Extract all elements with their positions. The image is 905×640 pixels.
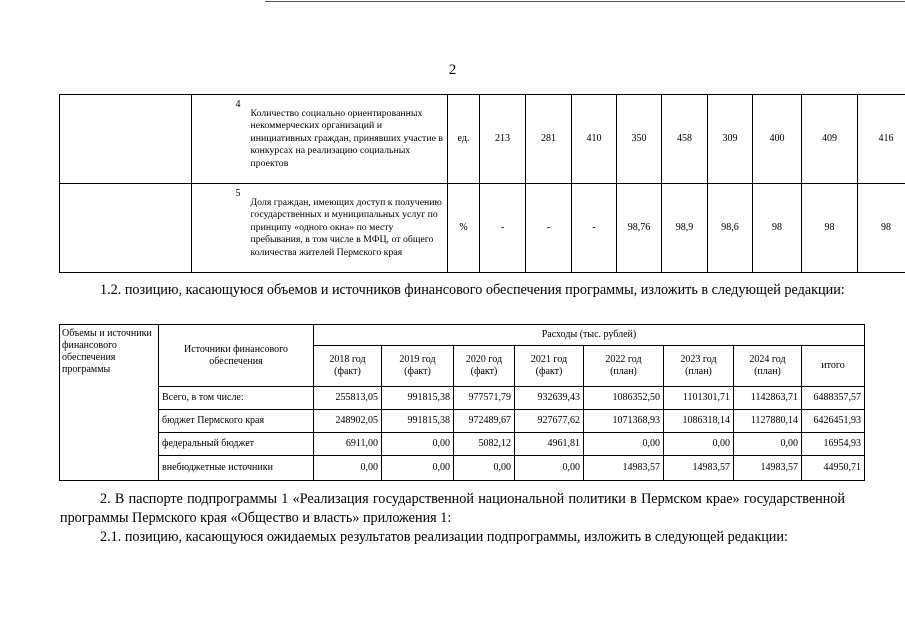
value-cell: 927677,62 [515,410,584,433]
value-cell: 1142863,71 [734,387,802,410]
value-cell: 409 [802,95,858,184]
indicator-description: Количество социально ориентированных некоммерческих организаций и инициативных граждан, принявших участие в конкурсах на реализацию социальных проектов [249,95,448,184]
value-cell: 400 [753,95,802,184]
value-cell: 281 [526,95,572,184]
indicators-table [59,94,905,273]
value-cell: 932639,43 [515,387,584,410]
year-header [454,346,515,387]
table-row [60,410,865,433]
table-row [60,325,865,346]
value-cell: 0,00 [734,433,802,456]
value-cell: 1127880,14 [734,410,802,433]
value-cell: 0,00 [382,433,454,456]
year-label: 2020 год [465,354,503,366]
year-label: 2018 год [329,354,366,366]
value-cell: 16954,93 [802,433,865,456]
value-cell: 14983,57 [584,456,664,481]
value-cell: 1101301,71 [664,387,734,410]
unit-cell: % [448,184,480,273]
year-type: (план) [754,366,781,377]
value-cell: 98,6 [708,184,753,273]
paragraph-2: 2. В паспорте подпрограммы 1 «Реализация государственной национальной политики в Пермском крае» государственной программы Пермского края «Общество и власть» приложения 1: [60,491,845,526]
row-number: 4 [192,95,249,184]
value-cell: 98 [858,184,905,273]
value-cell: 98 [753,184,802,273]
expenses-header: Расходы (тыс. рублей) [314,325,865,346]
value-cell: 1086318,14 [664,410,734,433]
year-type: (факт) [404,366,431,377]
table-row [60,184,905,273]
year-header [734,346,802,387]
value-cell: 0,00 [454,456,515,481]
indicator-description: Доля граждан, имеющих доступ к получению государственных и муниципальных услуг по принципу «одного окна» по месту пребывания, в том числе в МФЦ, от общего количества жителей Пермского края [249,184,448,273]
value-cell: 991815,38 [382,410,454,433]
value-cell: 972489,67 [454,410,515,433]
table-row [60,456,865,481]
value-cell: 6488357,57 [802,387,865,410]
value-cell: 44950,71 [802,456,865,481]
paragraph-1-2: 1.2. позицию, касающуюся объемов и источников финансового обеспечения программы, изложить в следующей редакции: [100,282,845,298]
value-cell: 309 [708,95,753,184]
source-label: внебюджетные источники [159,456,314,481]
value-cell: 14983,57 [734,456,802,481]
value-cell: 0,00 [382,456,454,481]
year-label: 2023 год [680,354,717,366]
year-header [314,346,382,387]
value-cell: 458 [662,95,708,184]
table-row [60,95,905,184]
unit-cell: ед. [448,95,480,184]
value-cell: - [526,184,572,273]
value-cell: 1086352,50 [584,387,664,410]
value-cell: 350 [617,95,662,184]
paragraph-2-1: 2.1. позицию, касающуюся ожидаемых результатов реализации подпрограммы, изложить в следующей редакции: [100,529,788,545]
value-cell: 0,00 [515,456,584,481]
total-header: итого [802,346,865,387]
table-row [60,433,865,456]
blank-cell [60,95,192,184]
year-type: (план) [610,366,637,377]
year-type: (факт) [470,366,498,377]
year-header [515,346,584,387]
year-label: 2022 год [605,354,642,366]
source-label: федеральный бюджет [159,433,314,456]
table-row [60,387,865,410]
value-cell: 5082,12 [454,433,515,456]
value-cell: 248902,05 [314,410,382,433]
value-cell: 0,00 [584,433,664,456]
value-cell: 4961,81 [515,433,584,456]
finance-label: Объемы и источники финансового обеспечения программы [60,325,159,481]
year-label: 2024 год [749,354,786,366]
top-rule [265,1,905,2]
year-type: (факт) [334,366,361,377]
value-cell: 6911,00 [314,433,382,456]
row-number: 5 [192,184,249,273]
year-type: (факт) [535,366,563,377]
year-header [382,346,454,387]
value-cell: 6426451,93 [802,410,865,433]
finance-table [59,324,865,481]
value-cell: 0,00 [314,456,382,481]
year-header [584,346,664,387]
value-cell: 213 [480,95,526,184]
year-type: (план) [685,366,712,377]
blank-cell [60,184,192,273]
source-label: Всего, в том числе: [159,387,314,410]
value-cell: 98,76 [617,184,662,273]
value-cell: 991815,38 [382,387,454,410]
value-cell: 1071368,93 [584,410,664,433]
year-label: 2021 год [530,354,568,366]
value-cell: 410 [572,95,617,184]
value-cell: 416 [858,95,905,184]
value-cell: 977571,79 [454,387,515,410]
source-label: бюджет Пермского края [159,410,314,433]
value-cell: 98,9 [662,184,708,273]
year-header [664,346,734,387]
page-number: 2 [448,62,457,78]
year-label: 2019 год [399,354,436,366]
value-cell: 255813,05 [314,387,382,410]
sources-header: Источники финансового обеспечения [159,325,314,387]
value-cell: 98 [802,184,858,273]
value-cell: - [572,184,617,273]
value-cell: - [480,184,526,273]
value-cell: 14983,57 [664,456,734,481]
value-cell: 0,00 [664,433,734,456]
